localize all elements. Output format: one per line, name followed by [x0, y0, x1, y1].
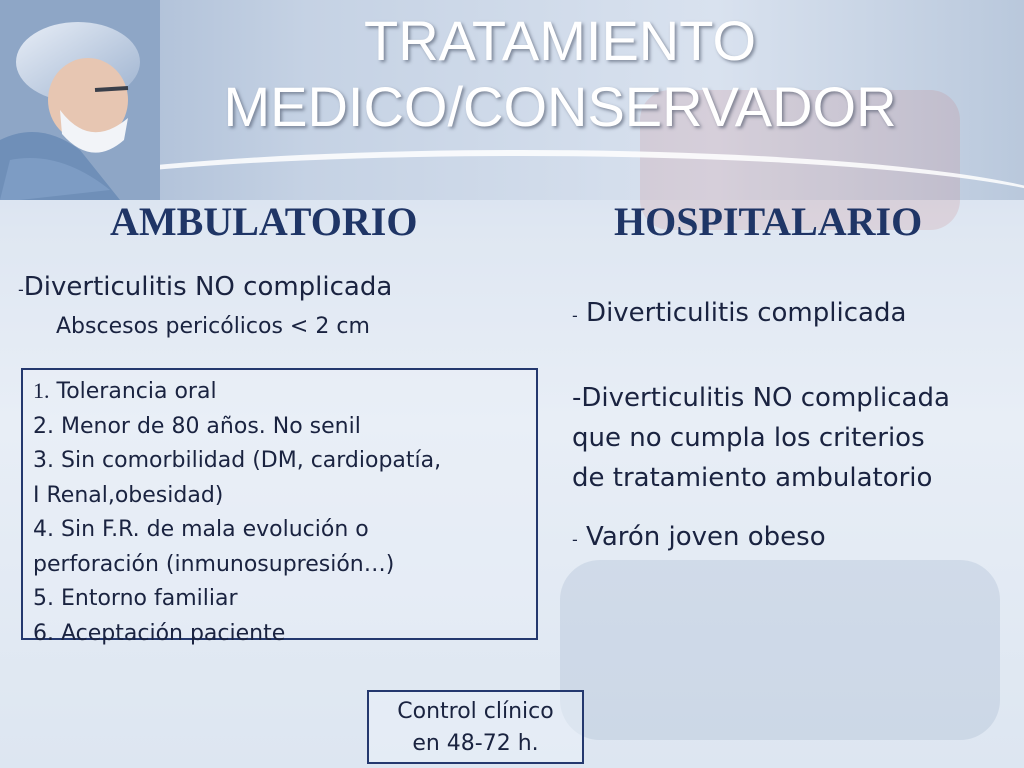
title-line-2: MEDICO/CONSERVADOR	[223, 75, 897, 138]
ambulatorio-sub-condition: Abscesos pericólicos < 2 cm	[56, 314, 370, 339]
slide-title	[160, 8, 960, 140]
background-blur	[560, 560, 1000, 740]
hospitalario-heading: HOSPITALARIO	[614, 199, 923, 244]
item-line: que no cumpla los criterios	[572, 423, 925, 453]
criteria-line: 4. Sin F.R. de mala evolución o	[33, 517, 369, 542]
dash: -	[572, 530, 578, 549]
ambulatorio-condition	[18, 272, 392, 302]
ambulatorio-heading: AMBULATORIO	[110, 199, 418, 244]
item-text: Diverticulitis complicada	[586, 298, 907, 328]
hospitalario-item-1	[572, 298, 906, 328]
criteria-line: 1. Tolerancia oral	[33, 378, 217, 404]
dash: -	[18, 280, 24, 299]
item-line: de tratamiento ambulatorio	[572, 463, 933, 493]
item-text: Varón joven obeso	[586, 522, 826, 552]
criteria-line: 3. Sin comorbilidad (DM, cardiopatía,	[33, 448, 442, 473]
control-line-2: en 48-72 h.	[412, 731, 539, 756]
hospitalario-item-2	[572, 378, 950, 498]
hospitalario-item-3	[572, 522, 826, 552]
criteria-line: I Renal,obesidad)	[33, 482, 224, 508]
criteria-line: 5. Entorno familiar	[33, 586, 238, 611]
criteria-box	[21, 368, 538, 646]
item-line: -Diverticulitis NO complicada	[572, 383, 950, 413]
condition-text: Diverticulitis NO complicada	[23, 272, 393, 302]
criteria-line: perforación (inmunosupresión…)	[33, 551, 395, 577]
criteria-line: 2. Menor de 80 años. No senil	[33, 413, 361, 439]
dash: -	[572, 306, 578, 325]
control-line-1: Control clínico	[397, 699, 554, 724]
title-line-1: TRATAMIENTO	[364, 9, 756, 72]
control-box	[367, 690, 584, 764]
surgeon-photo	[0, 0, 160, 200]
criteria-line: 6. Aceptación paciente	[33, 620, 286, 646]
